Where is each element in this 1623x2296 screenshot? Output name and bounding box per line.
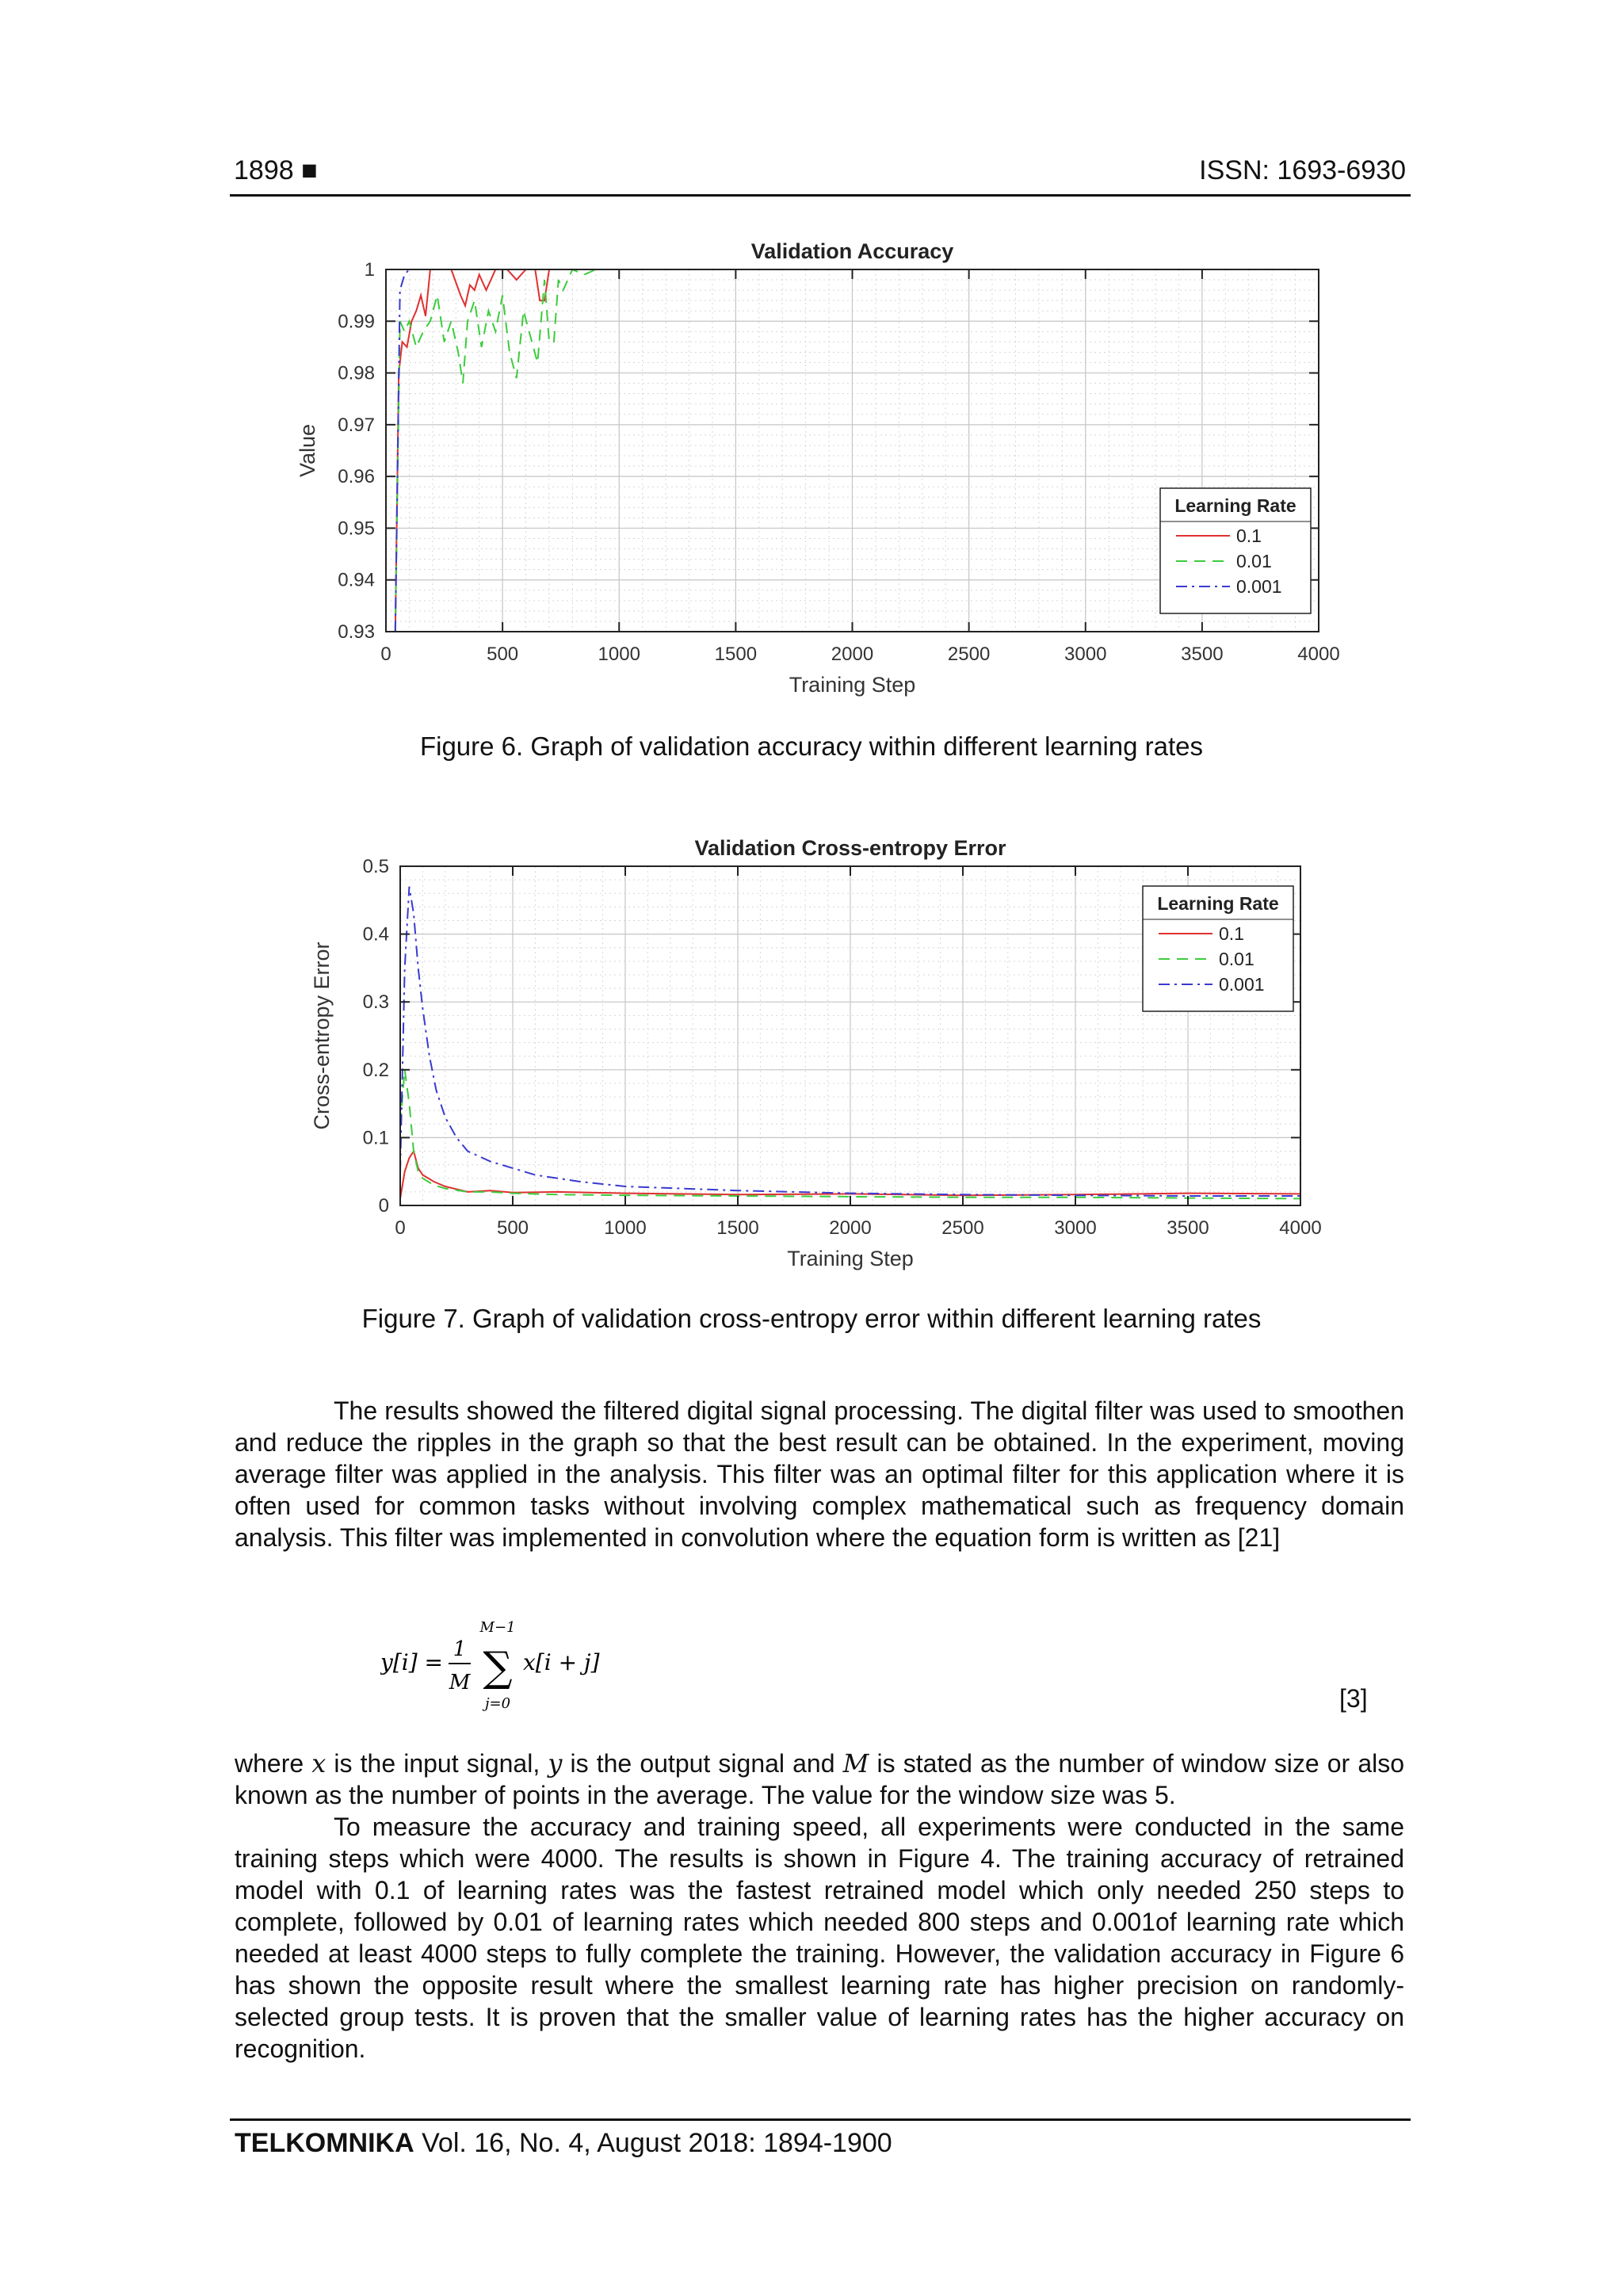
paragraph-results: To measure the accuracy and training speed, all experiments were conducted in the same training steps which were 4000. The results is shown in Figure 4. The training accuracy of retrained model with 0.1 of learning rates was the fastest retrained model which only needed 250 steps to complete, followed by 0.01 of learning rates which needed 800 steps and 0.001of learning rate which needed at least 4000 steps to fully complete the training. However, the validation accuracy in Figure 6 has shown the opposite result where the smallest learning rate has higher precision on randomly-selected group tests. It is proven that the smaller value of learning rates has the higher accuracy on recognition. — [235, 1813, 1404, 2063]
eq-sum-top: M−1 — [479, 1621, 516, 1636]
text-fragment: is the input signal, — [326, 1749, 548, 1778]
figure-6-caption: Figure 6. Graph of validation accuracy within different learning rates — [419, 732, 1204, 761]
eq-rhs: x[i + j] — [523, 1649, 600, 1675]
legend-title: Learning Rate — [1157, 893, 1279, 914]
legend-label: 0.01 — [1236, 551, 1272, 571]
y-tick-label: 0.2 — [362, 1059, 389, 1081]
x-tick-label: 2000 — [831, 644, 874, 665]
x-tick-label: 500 — [496, 1217, 529, 1239]
validation-accuracy-chart — [0, 222, 1623, 713]
x-tick-label: 0 — [395, 1217, 406, 1239]
x-tick-label: 4000 — [1279, 1217, 1322, 1239]
page-number — [234, 155, 318, 186]
header-rule — [230, 194, 1411, 197]
journal-details: Vol. 16, No. 4, August 2018: 1894-1900 — [422, 2128, 892, 2158]
y-tick-label: 0.99 — [338, 311, 375, 333]
eq-frac-den: M — [449, 1671, 471, 1694]
chart-title: Validation Cross-entropy Error — [694, 836, 1006, 860]
text-fragment: is the output signal and — [562, 1749, 843, 1778]
footer — [235, 2128, 892, 2159]
x-tick-label: 2500 — [941, 1217, 984, 1239]
figure-7-caption: Figure 7. Graph of validation cross-entropy error within different learning rates — [361, 1304, 1262, 1333]
chart-title: Validation Accuracy — [750, 239, 954, 263]
y-tick-label: 0.97 — [338, 414, 375, 436]
text-fragment: where — [235, 1749, 312, 1778]
x-tick-label: 1000 — [604, 1217, 647, 1239]
math-m: M — [842, 1748, 869, 1778]
eq-sum-sign: ∑ — [483, 1644, 513, 1691]
y-tick-label: 0.1 — [362, 1127, 389, 1149]
y-tick-label: 0.4 — [362, 923, 389, 946]
x-tick-label: 3000 — [1054, 1217, 1097, 1239]
page-number-text: 1898 — [234, 155, 294, 185]
y-tick-label: 0.3 — [362, 991, 389, 1014]
y-tick-label: 0.94 — [338, 569, 375, 591]
y-tick-label: 0.5 — [362, 856, 389, 877]
x-tick-label: 1000 — [598, 644, 640, 665]
x-tick-label: 4000 — [1297, 644, 1340, 665]
paragraph-where — [235, 1748, 1404, 1811]
equation-svg — [380, 1621, 713, 1716]
x-tick-label: 0 — [380, 644, 391, 665]
y-tick-label: 0.96 — [338, 466, 375, 488]
legend-label: 0.1 — [1219, 923, 1244, 944]
footer-rule — [230, 2118, 1411, 2121]
legend-label: 0.001 — [1236, 576, 1282, 597]
y-axis-label: Cross-entropy Error — [310, 942, 334, 1130]
paragraph-text: The results showed the filtered digital signal processing. The digital filter was used to smoothen and reduce the ripples in the graph so that the best result can be obtained. In the experiment, moving average filter was applied in the analysis. This filter was an optimal filter for this application where it is often used for common tasks without involving complex mathematical such as frequency domain analysis. This filter was implemented in convolution where the equation form is written as [21] — [235, 1396, 1404, 1552]
equation — [380, 1621, 713, 1721]
cross-entropy-chart — [0, 824, 1623, 1284]
eq-sum-bottom: j=0 — [484, 1695, 511, 1712]
x-axis-label: Training Step — [789, 673, 916, 697]
math-y: y — [548, 1748, 563, 1778]
eq-frac-num: 1 — [453, 1637, 467, 1661]
x-tick-label: 2500 — [947, 644, 991, 665]
legend-label: 0.1 — [1236, 525, 1262, 546]
body-paragraphs — [235, 1748, 1404, 2065]
eq-lhs: y[i] = — [380, 1649, 443, 1675]
square-icon: ■ — [301, 155, 318, 185]
x-axis-label: Training Step — [787, 1247, 914, 1270]
y-tick-label: 0.98 — [338, 362, 375, 384]
body-paragraph-1 — [235, 1395, 1404, 1553]
x-tick-label: 3000 — [1064, 644, 1107, 665]
x-tick-label: 1500 — [716, 1217, 759, 1239]
y-tick-label: 0 — [378, 1195, 389, 1217]
legend-label: 0.01 — [1219, 949, 1254, 969]
x-tick-label: 2000 — [829, 1217, 872, 1239]
x-tick-label: 3500 — [1181, 644, 1224, 665]
y-tick-label: 0.95 — [338, 518, 375, 540]
y-axis-label: Value — [296, 423, 319, 478]
x-tick-label: 500 — [487, 644, 519, 665]
x-tick-label: 1500 — [714, 644, 758, 665]
text-fragment: is stated as the number of window size or also known as the number of points in the average. The value for the window size was 5. — [235, 1749, 1405, 1809]
issn: ISSN: 1693-6930 — [1199, 155, 1406, 185]
x-tick-label: 3500 — [1167, 1217, 1209, 1239]
math-x: x — [311, 1748, 327, 1778]
y-tick-label: 1 — [364, 259, 375, 281]
y-tick-label: 0.93 — [338, 621, 375, 643]
equation-number: [3] — [1339, 1684, 1368, 1713]
journal-name: TELKOMNIKA — [235, 2128, 414, 2158]
legend-label: 0.001 — [1219, 974, 1265, 995]
legend-title: Learning Rate — [1174, 495, 1296, 516]
